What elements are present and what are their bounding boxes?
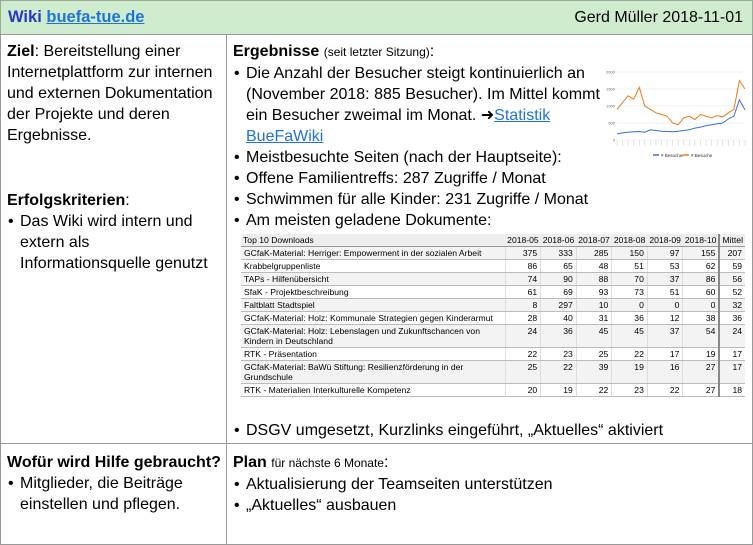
download-value-cell: 51	[647, 286, 683, 299]
download-value-cell: 22	[505, 348, 541, 361]
download-value-cell: 23	[541, 348, 577, 361]
download-value-cell: 37	[647, 273, 683, 286]
results-bullet-pages: • Meistbesuchte Seiten (nach der Hauptseite):	[233, 147, 748, 168]
download-name-cell: GCfaK-Material: Herriger: Empowerment in der sozialen Arbeit	[241, 247, 505, 260]
download-value-cell: 17	[719, 348, 745, 361]
visitor-chart	[603, 66, 749, 162]
download-value-cell: 59	[719, 260, 745, 273]
header-cell: 2018-05	[507, 235, 539, 245]
help-bullet: • Mitglieder, die Beiträge einstellen und pflegen.	[7, 473, 221, 515]
download-value-cell: 38	[683, 312, 720, 325]
download-name-cell: TAPs - Hilfenübersicht	[241, 273, 505, 286]
download-value-cell: 48	[576, 260, 612, 273]
downloads-body	[241, 247, 745, 397]
plan-bullet-2: • „Aktuelles“ ausbauen	[233, 495, 748, 516]
download-name-cell: GCfaK-Material: BaWü Stiftung: Resilienzförderung in der Grundschule	[241, 361, 505, 384]
download-value-cell: 25	[576, 348, 612, 361]
download-value-cell: 45	[576, 325, 612, 348]
download-value-cell: 54	[683, 325, 720, 348]
results-bullet-dsgv: • DSGV umgesetzt, Kurzlinks eingeführt, „Aktuelles“ aktiviert	[233, 420, 748, 441]
help-label: Wofür wird Hilfe gebraucht?	[7, 454, 221, 471]
header-cell: 2018-10	[683, 234, 720, 247]
download-value-cell: 22	[612, 348, 648, 361]
plan-note: für nächste 6 Monate	[271, 456, 384, 470]
results-cell	[226, 34, 753, 444]
download-value-cell: 22	[576, 384, 612, 397]
download-name-cell: SfaK - Projektbeschreibung	[241, 286, 505, 299]
results-bullet-visitors: • Die Anzahl der Besucher steigt kontinuierlich an (November 2018: 885 Besucher). Im Mittel kommt ein Besucher zweimal im Monat. ➜Statistik BueFaWiki	[233, 63, 602, 147]
success-label: Erfolgskriterien	[7, 192, 126, 209]
header-cell: 2018-06	[542, 235, 575, 245]
wiki-label: Wiki	[8, 8, 42, 26]
help-cell	[0, 443, 227, 545]
downloads-row	[241, 260, 745, 273]
downloads-row	[241, 299, 745, 312]
downloads-header-row	[241, 234, 745, 247]
download-value-cell: 31	[576, 312, 612, 325]
download-value-cell: 73	[612, 286, 648, 299]
download-value-cell: 18	[719, 384, 745, 397]
y-tick-label: 1500	[606, 86, 615, 92]
download-value-cell: 0	[612, 299, 648, 312]
plan-label: Plan	[233, 454, 267, 471]
help-list	[7, 473, 221, 515]
visitor-chart-svg	[603, 66, 749, 162]
download-value-cell: 27	[683, 361, 720, 384]
download-value-cell: 27	[683, 384, 720, 397]
chart-legend	[653, 153, 713, 158]
download-value-cell: 53	[647, 260, 683, 273]
downloads-row	[241, 286, 745, 299]
results-bullet-docs: • Am meisten geladene Dokumente:	[233, 210, 748, 231]
author-date: Gerd Müller 2018-11-01	[574, 9, 743, 26]
download-value-cell: 10	[576, 299, 612, 312]
download-value-cell: 17	[719, 361, 745, 384]
download-value-cell: 19	[612, 361, 648, 384]
download-value-cell: 36	[612, 312, 648, 325]
download-value-cell: 52	[719, 286, 745, 299]
download-value-cell: 62	[683, 260, 720, 273]
download-value-cell: 56	[719, 273, 745, 286]
download-value-cell: 333	[541, 247, 577, 260]
download-value-cell: 90	[541, 273, 577, 286]
download-value-cell: 36	[541, 325, 577, 348]
y-tick-label: 500	[608, 120, 615, 126]
download-value-cell: 97	[647, 247, 683, 260]
download-value-cell: 16	[647, 361, 683, 384]
y-tick-label: 2000	[606, 69, 615, 75]
download-value-cell: 375	[505, 247, 541, 260]
download-value-cell: 39	[576, 361, 612, 384]
goal-description: : Bereitstellung einer Internetplattform zur internen und externen Dokumentation der Projekte und deren Ergebnisse.	[7, 43, 213, 144]
legend-blue-label: # Besucher	[661, 153, 684, 158]
y-tick-label: 1000	[606, 103, 615, 109]
download-name-cell: GCfaK-Material: Holz: Lebenslagen und Zukunftschancen von Kindern in Deutschland	[241, 325, 505, 348]
results-subbullet-1: • Offene Familientreffs: 287 Zugriffe / Monat	[233, 168, 748, 189]
goal-cell	[0, 34, 227, 444]
download-value-cell: 8	[505, 299, 541, 312]
download-value-cell: 150	[612, 247, 648, 260]
download-value-cell: 45	[612, 325, 648, 348]
download-value-cell: 297	[541, 299, 577, 312]
results-last	[233, 420, 748, 441]
download-value-cell: 51	[612, 260, 648, 273]
download-value-cell: 40	[541, 312, 577, 325]
success-list	[7, 211, 221, 274]
arrow-icon: ➜	[480, 107, 495, 124]
download-name-cell: RTK - Präsentation	[241, 348, 505, 361]
visits-series-line	[617, 81, 745, 125]
results-heading: Ergebnisse (seit letzter Sitzung):	[233, 43, 435, 60]
downloads-row	[241, 247, 745, 260]
download-value-cell: 19	[683, 348, 720, 361]
header-cell: 2018-07	[578, 235, 610, 245]
download-value-cell: 19	[541, 384, 577, 397]
plan-cell	[226, 443, 753, 545]
download-value-cell: 155	[683, 247, 720, 260]
plan-list	[233, 474, 748, 516]
success-criteria: Erfolgskriterien: • Das Wiki wird intern und extern als Informationsquelle genutzt	[7, 190, 221, 274]
download-value-cell: 24	[719, 325, 745, 348]
download-name-cell: Krabbelgruppenliste	[241, 260, 505, 273]
downloads-row	[241, 312, 745, 325]
downloads-row	[241, 361, 745, 384]
brand	[8, 8, 144, 27]
downloads-row	[241, 273, 745, 286]
download-value-cell: 24	[505, 325, 541, 348]
download-name-cell: Faltblatt Stadtspiel	[241, 299, 505, 312]
download-value-cell: 74	[505, 273, 541, 286]
results-note: (seit letzter Sitzung)	[323, 45, 430, 59]
download-value-cell: 20	[505, 384, 541, 397]
y-tick-label: 0	[612, 137, 615, 143]
download-value-cell: 70	[612, 273, 648, 286]
downloads-row	[241, 325, 745, 348]
success-bullet: • Das Wiki wird intern und extern als Informationsquelle genutzt	[7, 211, 221, 274]
download-value-cell: 0	[647, 299, 683, 312]
download-value-cell: 37	[647, 325, 683, 348]
header-cell: Mittel	[719, 234, 745, 247]
download-value-cell: 88	[576, 273, 612, 286]
site-link[interactable]: buefa-tue.de	[46, 8, 145, 26]
download-value-cell: 25	[505, 361, 541, 384]
downloads-table	[241, 234, 745, 397]
download-value-cell: 0	[683, 299, 720, 312]
download-value-cell: 32	[719, 299, 745, 312]
download-value-cell: 69	[541, 286, 577, 299]
visitors-series-line	[617, 100, 745, 134]
download-value-cell: 207	[719, 247, 745, 260]
download-value-cell: 93	[576, 286, 612, 299]
download-value-cell: 22	[647, 384, 683, 397]
download-value-cell: 12	[647, 312, 683, 325]
download-name-cell: RTK - Materialien Interkulturelle Kompetenz	[241, 384, 505, 397]
download-name-cell: GCfaK-Material: Holz: Kommunale Strategien gegen Kinderarmut	[241, 312, 505, 325]
statistics-link[interactable]: Statistik BueFaWiki	[246, 107, 551, 145]
download-value-cell: 285	[576, 247, 612, 260]
downloads-row	[241, 348, 745, 361]
download-value-cell: 22	[541, 361, 577, 384]
plan-heading: Plan für nächste 6 Monate:	[233, 454, 389, 471]
legend-orange-label: # Besuche	[691, 153, 713, 158]
plan-bullet-1: • Aktualisierung der Teamseiten unterstützen	[233, 474, 748, 495]
plan-content	[233, 452, 748, 516]
header-cell: Top 10 Downloads	[241, 234, 505, 247]
download-value-cell: 60	[683, 286, 720, 299]
download-value-cell: 17	[647, 348, 683, 361]
header-cell: 2018-09	[649, 235, 681, 245]
goal-text	[7, 41, 221, 146]
header-cell: 2018-08	[613, 235, 646, 245]
download-value-cell: 36	[719, 312, 745, 325]
results-subbullet-2: • Schwimmen für alle Kinder: 231 Zugriffe / Monat	[233, 189, 748, 210]
download-value-cell: 65	[541, 260, 577, 273]
header-bar	[0, 0, 753, 35]
download-value-cell: 61	[505, 286, 541, 299]
goal-label: Ziel	[7, 43, 35, 60]
download-value-cell: 86	[683, 273, 720, 286]
help-content	[7, 452, 221, 515]
results-label: Ergebnisse	[233, 43, 320, 60]
download-value-cell: 23	[612, 384, 648, 397]
download-value-cell: 86	[505, 260, 541, 273]
download-value-cell: 28	[505, 312, 541, 325]
downloads-row	[241, 384, 745, 397]
